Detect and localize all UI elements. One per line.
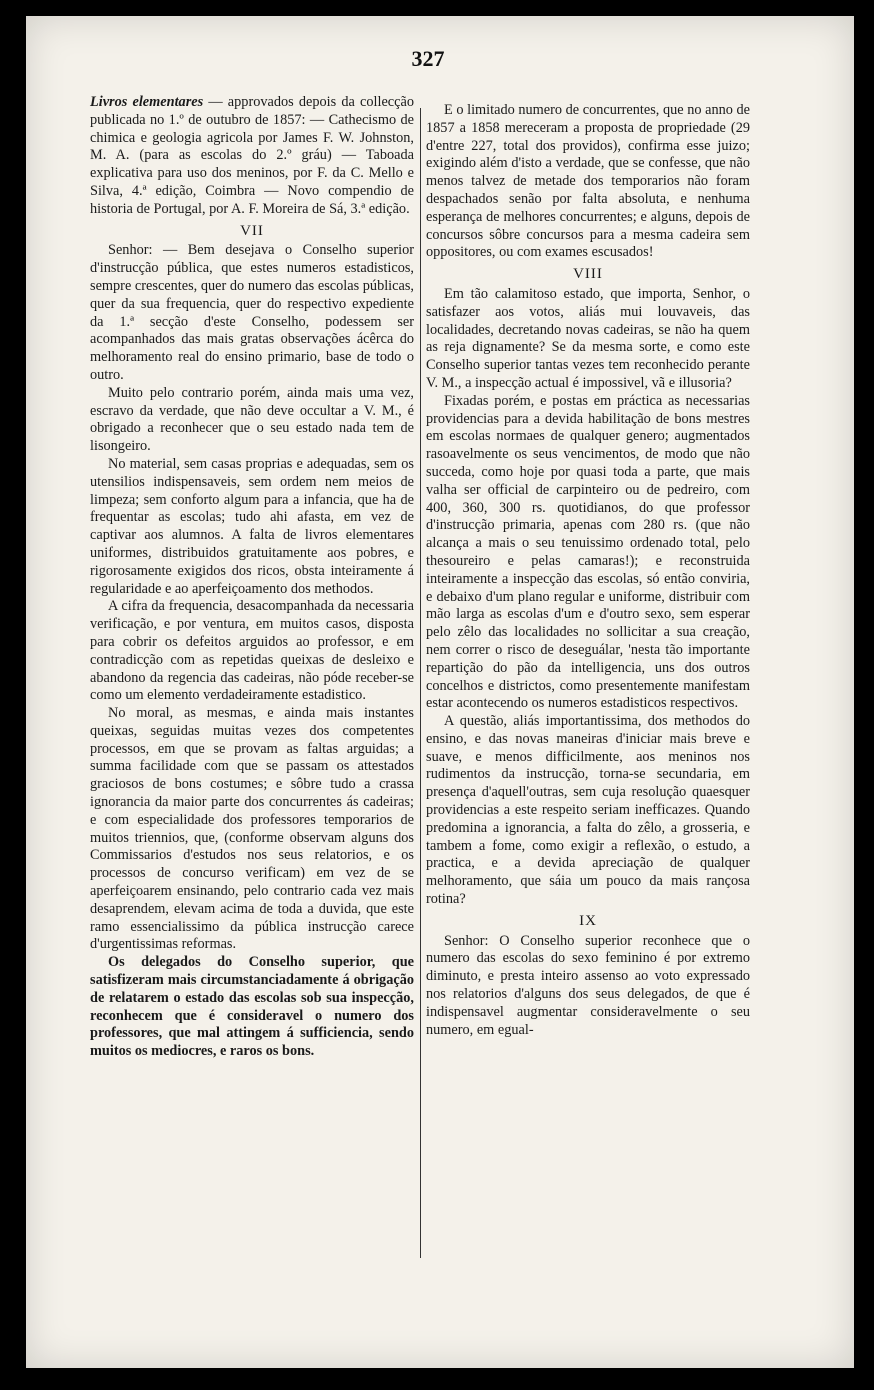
paragraph: A cifra da frequencia, desacompanhada da necessaria verificação, e por ventura, em muitos casos, disposta para cobrir os defeitos arguidos ao professor, e em contradicção com as repetidas queixas de desleixo e abandono da regencia das cadeiras, não póde receber-se como um elemento verdadeiramente estadistico. — [90, 598, 414, 704]
right-column — [426, 102, 750, 1039]
paragraph: Em tão calamitoso estado, que importa, Senhor, o satisfazer aos votos, aliás mui louvaveis, das localidades, decretando novas cadeiras, se não ha quem as reja dignamente? Se da mesma sorte, e como este Conselho superior tantas vezes tem reconhecido perante V. M., a inspecção actual é impossivel, vã e illusoria? — [426, 285, 750, 391]
paragraph: Muito pelo contrario porém, ainda mais uma vez, escravo da verdade, que não deve occultar a V. M., é obrigado a reconhecer que o seu estado nada tem de lisongeiro. — [90, 384, 414, 455]
paragraph: E o limitado numero de concurrentes, que no anno de 1857 a 1858 mereceram a proposta de propriedade (29 d'entre 227, total dos providos), confirma esse juizo; exigindo além d'isto a verdade, que se confesse, que não menos talvez de metade dos temporarios não foram despachados senão por falta absoluta, e nenhuma esperança de melhores concurrentes; e alguns, depois de concursos sôbre concursos para a mesma cadeira sem oppositores, ou com exames escusados! — [426, 102, 750, 261]
left-column — [90, 94, 414, 1061]
paragraph: Senhor: O Conselho superior reconhece que o numero das escolas do sexo feminino é por extremo diminuto, e presta inteiro assenso ao voto expressado nos relatorios d'alguns dos seus delegados, de que é indispensavel augmentar consideravelmente o seu numero, em egual- — [426, 932, 750, 1038]
paragraph: No material, sem casas proprias e adequadas, sem os utensilios indispensaveis, sem ordem nem meios de limpeza; sem conforto algum para a infancia, que ha de frequentar as escolas; tudo ahi afasta, em vez de captivar aos alumnos. A falta de livros elementares uniformes, distribuidos gratuitamente aos pobres, e rigorosamente exigidos dos ricos, obsta inteiramente á regularidade e ao aperfeiçoamento dos methodos. — [90, 455, 414, 597]
elementary-books-text: — approvados depois da collecção publicada no 1.º de outubro de 1857: — Cathecismo de chimica e geologia agricola por James F. W. Johnston, M. A. (para as escolas do 2.º gráu) — Taboada explicativa para uso dos meninos, por F. da C. Mello e Silva, 4.ª edição, Coimbra — Novo compendio de historia de Portugal, por A. F. Moreira de Sá, 3.ª edição. — [90, 94, 414, 217]
document-page — [26, 16, 854, 1368]
paragraph: No moral, as mesmas, e ainda mais instantes queixas, seguidas muitas vezes dos competentes processos, em que se provam as faltas arguidas; a summa facilidade com que se passam os attestados graciosos de bons costumes; e sôbre tudo a crassa ignorancia da maior parte dos concurrentes ás cadeiras; e com especialidade dos professores temporarios de muitos triennios, que, (conforme observam alguns dos Commissarios d'estudos nos seus relatorios, e os processos de concurso verificam) em vez de se aperfeiçoarem ensinando, pelo contrario cada vez mais desaprendem, elevam acima de toda a duvida, que este ramo essencialissimo da pública instrucção carece d'urgentissimas reformas. — [90, 705, 414, 953]
paragraph: Fixadas porém, e postas em práctica as necessarias providencias para a devida habilitação de bons mestres em escolas normaes de qualquer genero; augmentados rasoavelmente os seus vencimentos, de modo que não succeda, como hoje por quasi toda a parte, que mais valha ser official de carpinteiro ou de pedreiro, com 400, 360, 300 rs. quotidianos, do que professor d'instrucção primaria, apenas com 280 rs. (que não alcança a mais o seu tenuissimo ordenado total, pelo thesoureiro e pelas camaras!); e reconstruida inteiramente a inspecção das escolas, só então conviria, e debaixo d'um plano regular e uniforme, distribuir com mão larga as escolas d'um e d'outro sexo, sem esperar pelo zêlo das localidades no sollicitar a sua creação, nem correr o risco de deseguálar, 'nesta tão importante repartição do pão da intelligencia, uns dos outros concelhos e districtos, como presentemente manifestam estar acontecendo os numeros estadisticos respectivos. — [426, 392, 750, 712]
paragraph: Senhor: — Bem desejava o Conselho superior d'instrucção pública, que estes numeros estadisticos, sempre crescentes, quer do numero das escolas públicas, quer da sua frequencia, quer do respectivo expediente da 1.ª secção d'este Conselho, podessem ser acompanhados das mais gratas observações ácêrca do melhoramento real do ensino primario, base de todo o outro. — [90, 242, 414, 383]
paragraph: A questão, aliás importantissima, dos methodos do ensino, e das novas maneiras d'iniciar mais breve e suave, e menos difficilmente, aos meninos nos rudimentos da instrucção, torna-se secundaria, em presença d'aquell'outras, sem cuja resolução quaesquer providencias a este respeito seriam inefficazes. Quando predomina a ignorancia, a falta do zêlo, a grosseria, e tambem a fome, como exigir a reflexão, o estudo, a practica, e a devida apreciação de qualquer melhoramento, que sáia um pouco da mais rançosa rotina? — [426, 713, 750, 908]
page-number: 327 — [411, 46, 445, 71]
paragraph: Os delegados do Conselho superior, que satisfizeram mais circumstanciadamente á obrigação de relatarem o estado das escolas sob sua inspecção, reconhecem que é consideravel o numero dos professores, que mal attingem á sufficiencia, sendo muitos os mediocres, e raros os bons. — [90, 954, 414, 1060]
section-heading-ix: IX — [579, 912, 597, 929]
section-heading-vii: VII — [240, 222, 264, 239]
section-heading-viii: VIII — [573, 266, 603, 283]
column-divider — [420, 108, 421, 1258]
elementary-books-lead: Livros elementares — [90, 94, 204, 110]
elementary-books-paragraph — [90, 94, 414, 219]
